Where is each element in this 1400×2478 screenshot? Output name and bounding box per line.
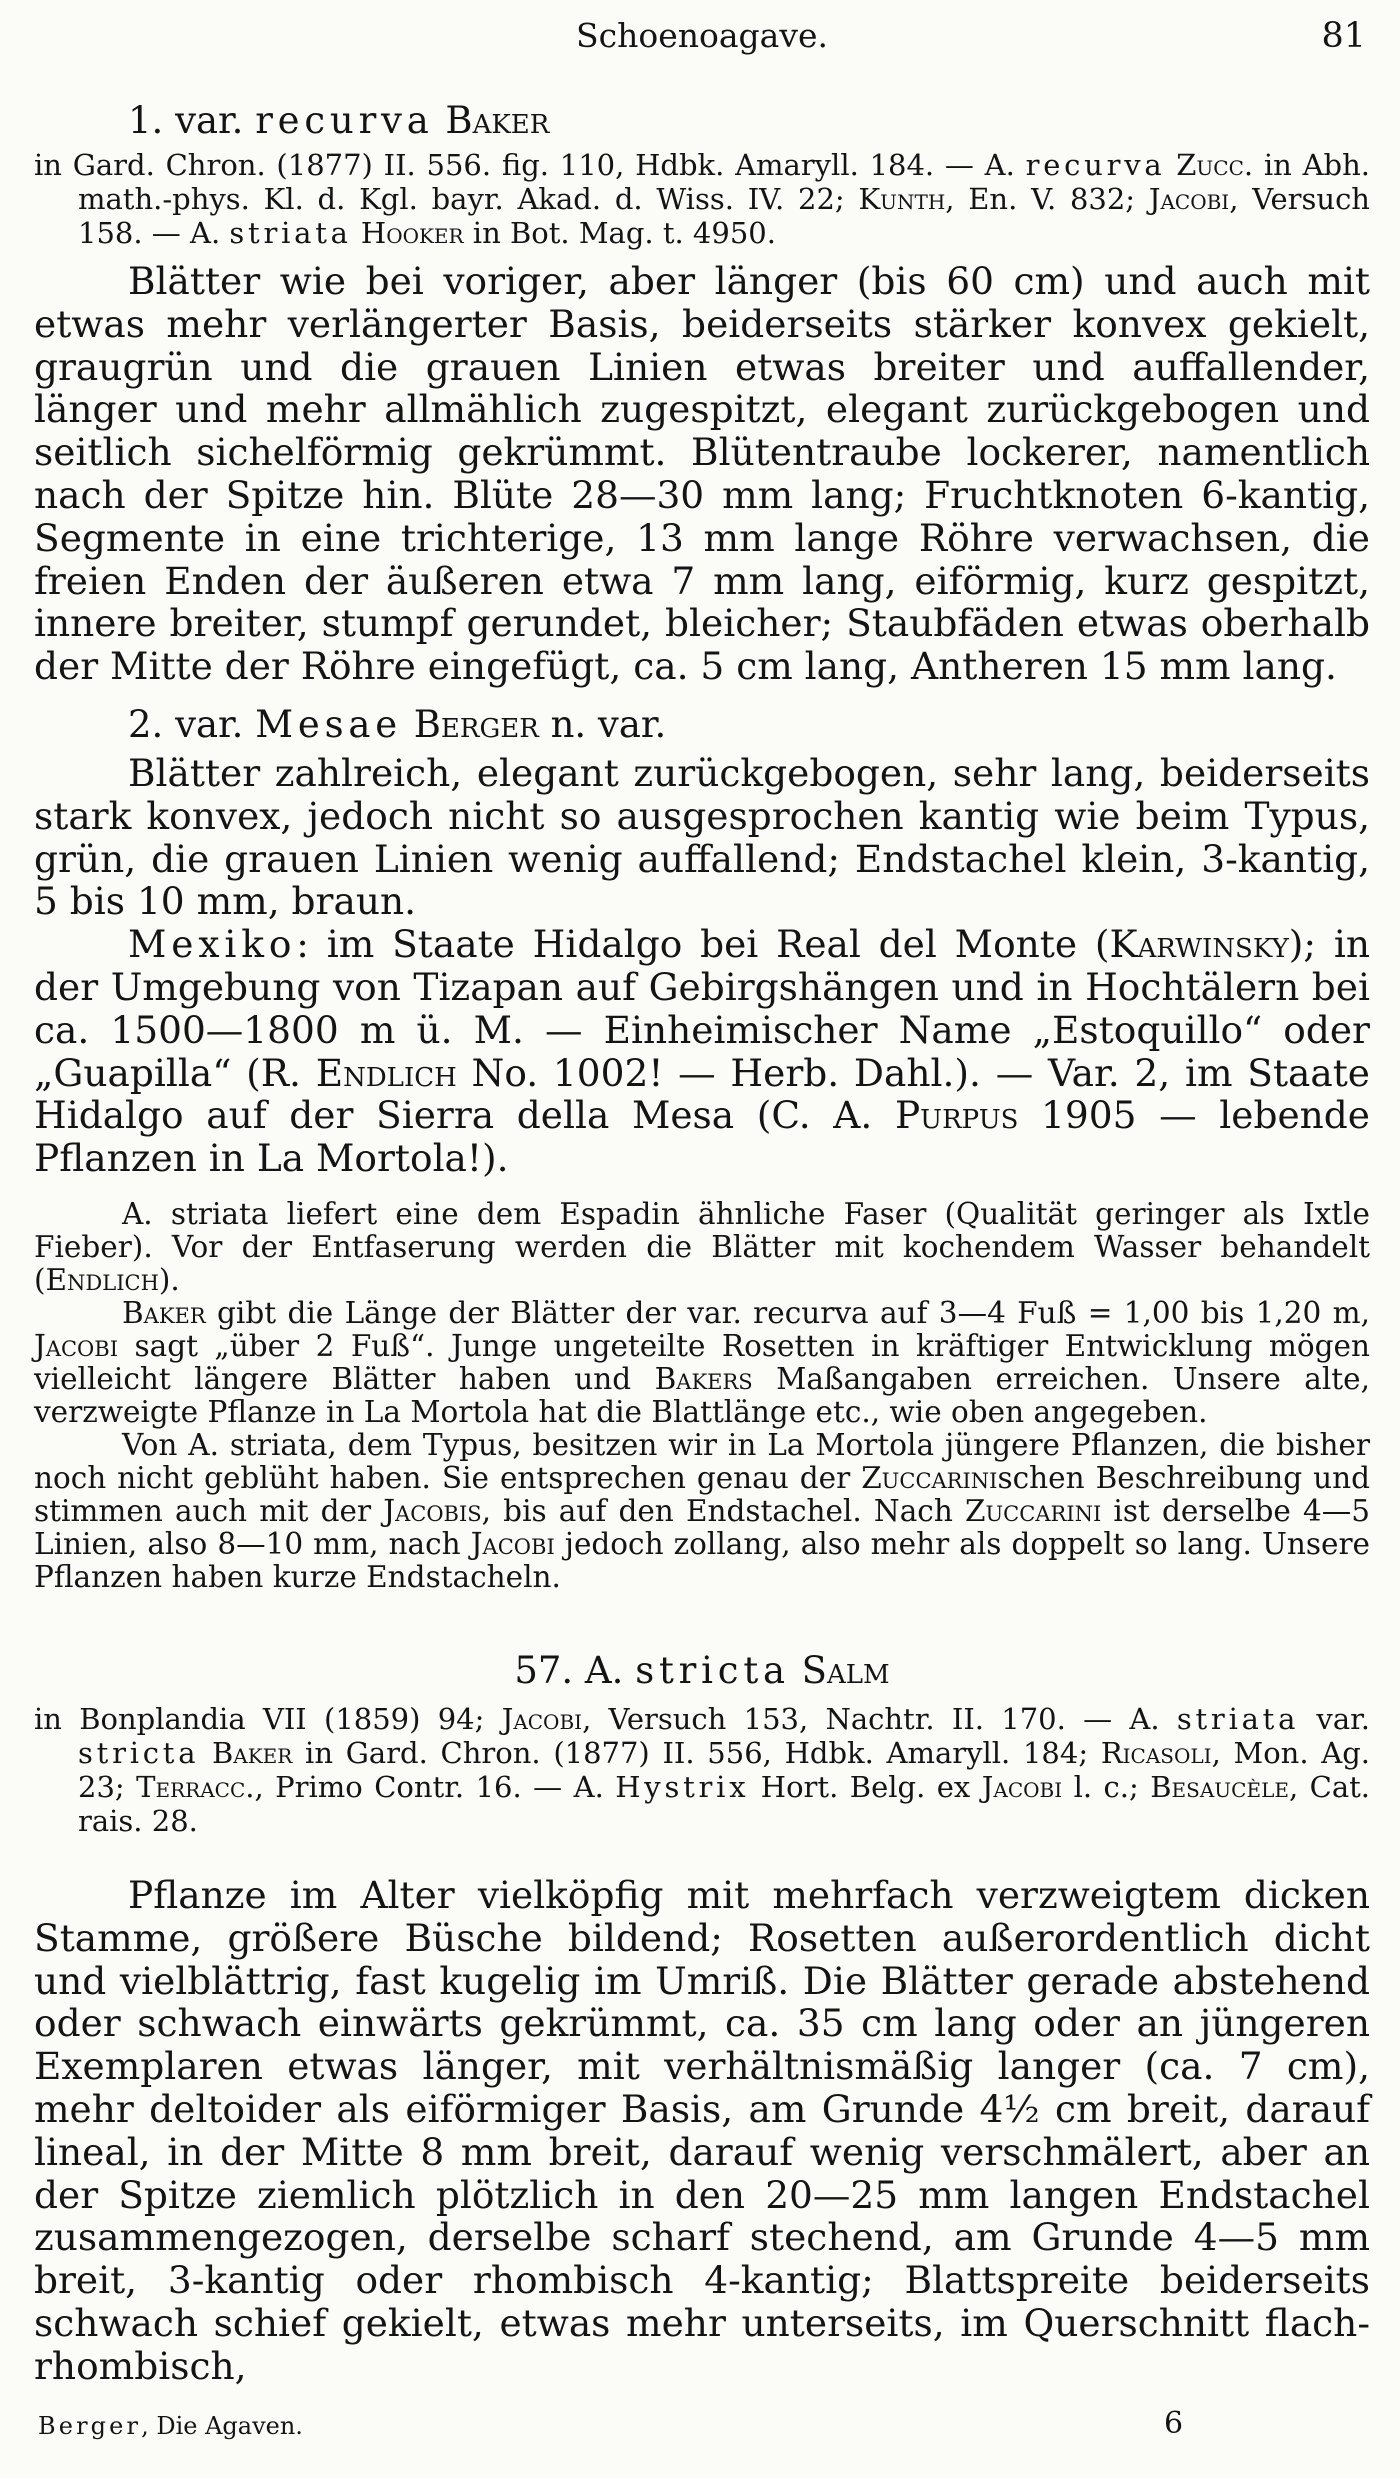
heading-number: 1. var. bbox=[128, 99, 244, 142]
ref-text: var. bbox=[1299, 1701, 1371, 1736]
note-text: schen Beschreibung und stimmen auch mit der bbox=[34, 1460, 1371, 1528]
ref-text bbox=[1165, 148, 1176, 182]
note-author: Endlich bbox=[45, 1262, 159, 1297]
references-recurva bbox=[34, 148, 1370, 250]
variety-heading-mesae bbox=[34, 702, 1370, 748]
dist-author: Karwinsky bbox=[1109, 922, 1289, 967]
dist-author: Purpus bbox=[894, 1093, 1019, 1138]
dist-text: : im Staate Hidalgo bei Real del Monte ( bbox=[296, 922, 1110, 967]
note-text: sagt „über 2 Fuß“. Junge ungeteilte Rosetten in kräftiger Entwicklung mögen vielleicht längere Blätter haben und bbox=[34, 1328, 1370, 1396]
note-author: Bakers bbox=[654, 1361, 753, 1396]
ref-author: Hooker bbox=[360, 216, 464, 250]
ref-text bbox=[199, 1736, 212, 1770]
note-author: Zuccarini bbox=[861, 1460, 998, 1495]
heading-author: Baker bbox=[445, 99, 550, 142]
ref-text: in Abh. math.-phys. Kl. d. Kgl. bayr. Akad. d. Wiss. IV. 22; bbox=[78, 148, 1370, 216]
heading-epithet: stricta bbox=[635, 1648, 790, 1692]
footer-book bbox=[38, 2412, 303, 2440]
ref-text: Hort. Belg. ex bbox=[749, 1769, 982, 1804]
note-fiber bbox=[34, 1198, 1370, 1297]
ref-author: Ricasoli bbox=[1100, 1735, 1212, 1770]
ref-epithet: stricta bbox=[78, 1735, 200, 1770]
ref-author: Terracc. bbox=[136, 1769, 255, 1804]
ref-author: Baker bbox=[211, 1735, 293, 1770]
ref-text: l. c.; bbox=[1062, 1769, 1151, 1804]
ref-epithet: Hystrix bbox=[615, 1769, 750, 1804]
heading-number: 57. A. bbox=[514, 1648, 624, 1692]
species-heading-stricta bbox=[34, 1648, 1370, 1694]
note-striata bbox=[34, 1429, 1370, 1594]
note-text: ). bbox=[158, 1262, 180, 1297]
ref-author: Jacobi bbox=[501, 1701, 583, 1736]
ref-text: , Primo Contr. 16. — A. bbox=[254, 1769, 616, 1804]
heading-author: Salm bbox=[801, 1648, 890, 1692]
references-stricta bbox=[34, 1702, 1370, 1838]
running-title: Schoenoagave. bbox=[576, 16, 828, 55]
note-text: ist derselbe 4—5 Linien, also 8—10 mm, nach bbox=[34, 1493, 1371, 1561]
ref-text: in Bonplandia VII (1859) 94; bbox=[34, 1701, 502, 1736]
ref-text: , Mon. Ag. 23; bbox=[78, 1735, 1370, 1804]
ref-epithet: recurva bbox=[1025, 148, 1166, 182]
running-header bbox=[34, 10, 1370, 64]
ref-text: in Gard. Chron. (1877) II. 556. fig. 110, Hdbk. Amaryll. 184. — A. bbox=[34, 148, 1026, 182]
ref-text: in Bot. Mag. t. 4950. bbox=[463, 216, 776, 250]
note-text: jedoch zollang, also mehr als doppelt so lang. Unsere Pflanzen haben kurze Endstacheln. bbox=[34, 1526, 1370, 1594]
heading-author: Berger bbox=[413, 702, 539, 746]
dist-text: ); in der Umgebung von Tizapan auf Gebirgshängen und in Hochtälern bei ca. 1500—1800 m ü. M. — Einheimischer Name „Estoquillo“ oder „Guapilla“ (R. bbox=[34, 922, 1370, 1095]
ref-author: Jacobi bbox=[981, 1769, 1063, 1804]
ref-text: , Versuch 158. — A. bbox=[78, 182, 1370, 250]
note-text: gibt die Länge der Blätter der var. recurva auf 3—4 Fuß = 1,00 bis 1,20 m, bbox=[205, 1295, 1370, 1330]
ref-author: Zucc. bbox=[1176, 148, 1254, 182]
note-author: Jacobis bbox=[383, 1493, 482, 1528]
ref-epithet: striata bbox=[229, 216, 352, 250]
distribution-label: Mexiko bbox=[128, 922, 297, 967]
ref-epithet: striata bbox=[1176, 1701, 1300, 1736]
heading-number: 2. var. bbox=[128, 702, 244, 746]
ref-author: Besaucèle bbox=[1150, 1769, 1289, 1804]
dist-author: Endlich bbox=[315, 1050, 457, 1095]
distribution-paragraph bbox=[34, 923, 1370, 1180]
ref-author: Jacobi bbox=[1148, 182, 1230, 216]
page-number: 81 bbox=[1321, 16, 1366, 56]
footer-author: Berger bbox=[38, 2412, 142, 2440]
ref-text bbox=[352, 216, 361, 250]
heading-epithet: Mesae bbox=[255, 702, 402, 746]
note-author: Jacobi bbox=[34, 1328, 119, 1363]
ref-text: , Cat. rais. 28. bbox=[78, 1769, 1370, 1838]
signature-mark: 6 bbox=[1164, 2406, 1184, 2441]
variety-heading-recurva bbox=[34, 98, 1370, 144]
ref-text: , Versuch 153, Nachtr. II. 170. — A. bbox=[582, 1701, 1177, 1736]
heading-tail: n. var. bbox=[538, 702, 667, 746]
ref-text: in Gard. Chron. (1877) II. 556, Hdbk. Amaryll. 184; bbox=[292, 1735, 1101, 1770]
ref-author: Kunth bbox=[858, 182, 946, 216]
dist-text: No. 1002! — Herb. Dahl.). — Var. 2, im Staate Hidalgo auf der Sierra della Mesa (C. A. bbox=[34, 1050, 1370, 1138]
note-author: Baker bbox=[122, 1295, 206, 1330]
heading-epithet: recurva bbox=[255, 99, 434, 142]
note-author: Zuccarini bbox=[964, 1493, 1102, 1528]
footer-title: , Die Agaven. bbox=[141, 2412, 303, 2440]
note-text: A. striata liefert eine dem Espadin ähnliche Faser (Qualität geringer als Ixtle Fieber). Vor der Entfaserung werden die Blätter mit kochendem Wasser behandelt ( bbox=[34, 1196, 1370, 1297]
note-text: Von A. striata, dem Typus, besitzen wir in La Mortola jüngere Pflanzen, die bisher noch nicht geblüht haben. Sie entsprechen genau der bbox=[34, 1427, 1370, 1495]
note-leaf-length bbox=[34, 1297, 1370, 1429]
note-text: Maßangaben erreichen. Unsere alte, verzweigte Pflanze in La Mortola hat die Blattlänge etc., wie oben angegeben. bbox=[34, 1361, 1370, 1429]
dist-text: 1905 — lebende Pflanzen in La Mortola!). bbox=[34, 1093, 1370, 1181]
page-footer bbox=[38, 2406, 1370, 2452]
note-author: Jacobi bbox=[470, 1526, 555, 1561]
description-mesae: Blätter zahlreich, elegant zurückgebogen, sehr lang, beiderseits stark konvex, jedoch nicht so ausgesprochen kantig wie beim Typus, grün, die grauen Linien wenig auffallend; Endstachel klein, 3-kantig, 5 bis 10 mm, braun. bbox=[34, 750, 1370, 924]
note-text: , bis auf den Endstachel. Nach bbox=[481, 1493, 965, 1528]
ref-text: , En. V. 832; bbox=[945, 182, 1149, 216]
description-stricta: Pflanze im Alter vielköpfig mit mehrfach verzweigtem dicken Stamme, größere Büsche bildend; Rosetten außerordentlich dicht und vielblättrig, fast kugelig im Umriß. Die Blätter gerade abstehend oder schwach einwärts gekrümmt, ca. 35 cm lang oder an jüngeren Exemplaren etwas länger, mit verhältnismäßig langer (ca. 7 cm), mehr deltoider als eiförmiger Basis, am Grunde 4½ cm breit, darauf lineal, in der Mitte 8 mm breit, darauf wenig verschmälert, aber an der Spitze ziemlich plötzlich in den 20—25 mm langen Endstachel zusammengezogen, derselbe scharf stechend, am Grunde 4—5 mm breit, 3-kantig oder rhombisch 4-kantig; Blattspreite beiderseits schwach schief gekielt, etwas mehr unterseits, im Querschnitt flach-rhombisch, bbox=[34, 1872, 1370, 2388]
description-recurva: Blätter wie bei voriger, aber länger (bis 60 cm) und auch mit etwas mehr verlängerter Basis, beiderseits stärker konvex gekielt, graugrün und die grauen Linien etwas breiter und auffallender, länger und mehr allmählich zugespitzt, elegant zurückgebogen und seitlich sichelförmig gekrümmt. Blütentraube lockerer, namentlich nach der Spitze hin. Blüte 28—30 mm lang; Fruchtknoten 6-kantig, Segmente in eine trichterige, 13 mm lange Röhre verwachsen, die freien Enden der äußeren etwa 7 mm lang, eiförmig, kurz gespitzt, innere breiter, stumpf gerundet, bleicher; Staubfäden etwas oberhalb der Mitte der Röhre eingefügt, ca. 5 cm lang, Antheren 15 mm lang. bbox=[34, 259, 1370, 689]
